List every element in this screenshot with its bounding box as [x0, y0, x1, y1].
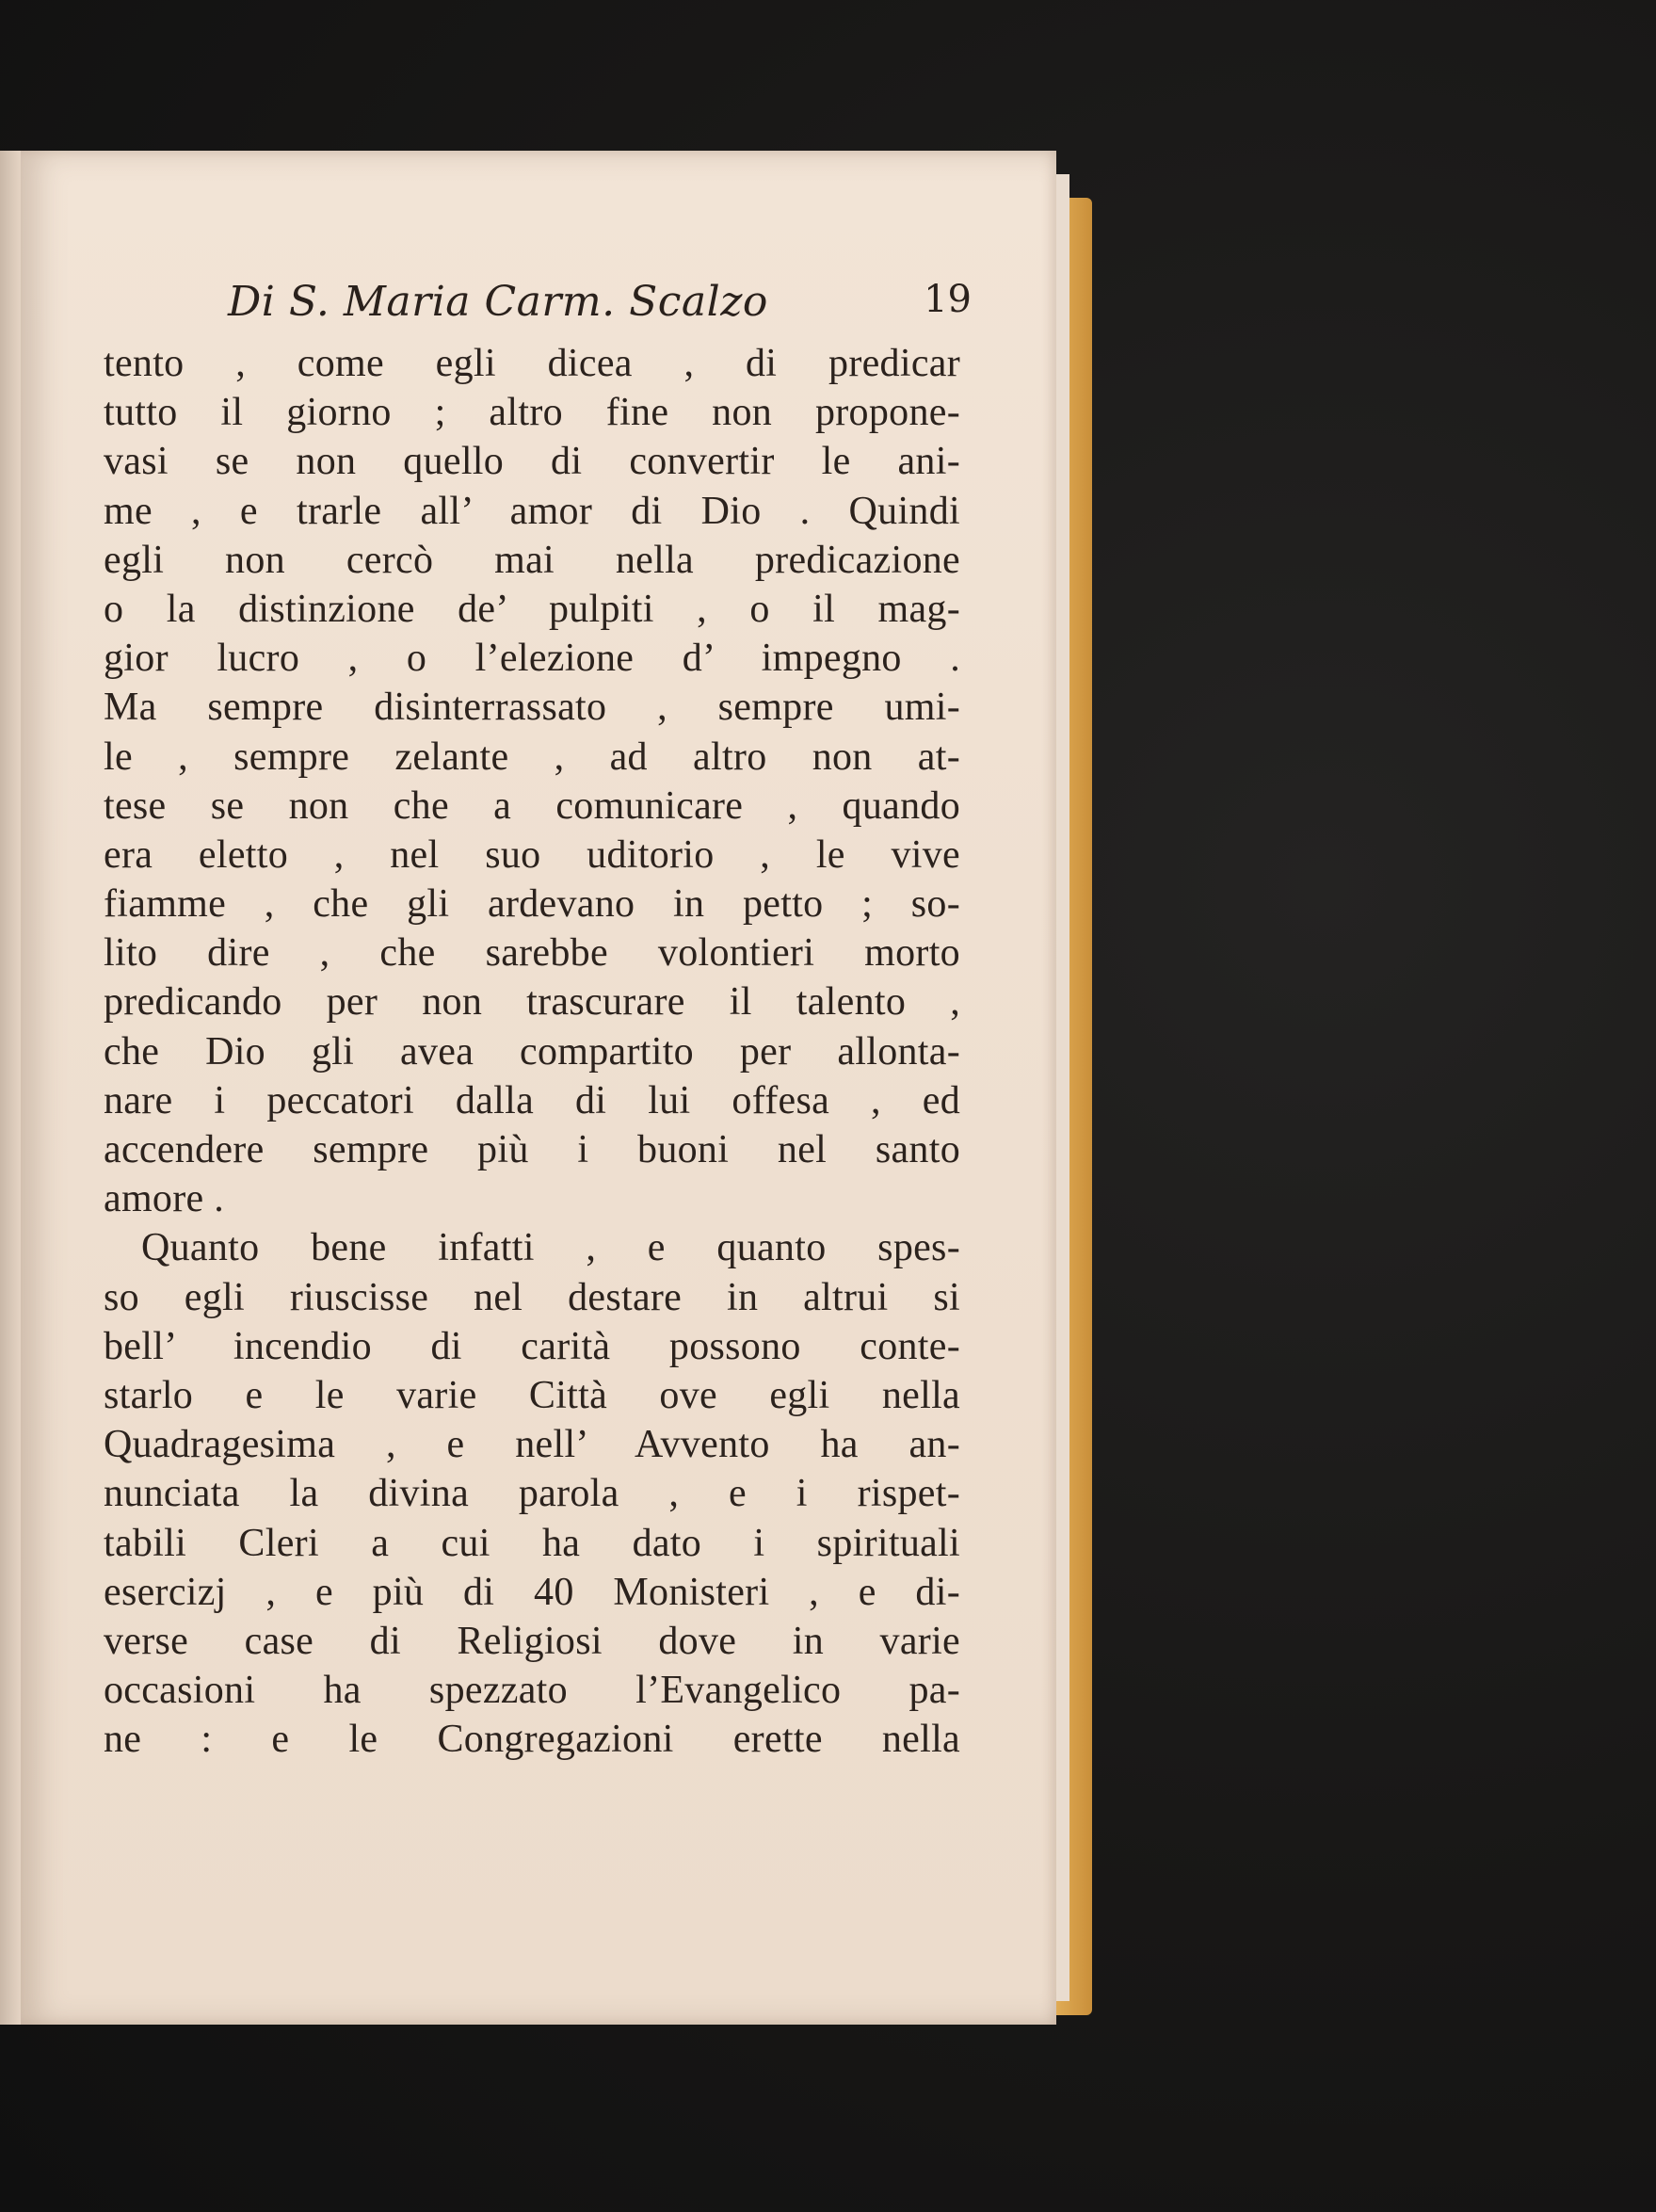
text-line: le , sempre zelante , ad altro non at-	[104, 735, 960, 779]
running-head	[115, 278, 981, 344]
text-line: nare i peccatori dalla di lui offesa , ed	[104, 1078, 960, 1122]
text-line: predicando per non trascurare il talento ,	[104, 980, 960, 1025]
text-line: egli non cercò mai nella predicazione	[104, 538, 960, 582]
text-line: vasi se non quello di convertir le ani-	[104, 440, 960, 484]
text-line: starlo e le varie Città ove egli nella	[104, 1373, 960, 1417]
text-line: tabili Cleri a cui ha dato i spirituali	[104, 1521, 960, 1565]
text-line: amore .	[104, 1177, 225, 1221]
text-line: esercizj , e più di 40 Monisteri , e di-	[104, 1570, 960, 1614]
text-line: Quadragesima , e nell’ Avvento ha an-	[104, 1423, 960, 1467]
running-title: Di S. Maria Carm. Scalzo	[228, 278, 768, 326]
text-line: so egli riuscisse nel destare in altrui si	[104, 1275, 960, 1319]
book-page	[21, 151, 1056, 2025]
body-text	[104, 339, 960, 1764]
text-line: verse case di Religiosi dove in varie	[104, 1619, 960, 1663]
text-line: me , e trarle all’ amor di Dio . Quindi	[104, 489, 960, 533]
text-line: che Dio gli avea compartito per allonta-	[104, 1029, 960, 1074]
text-line: nunciata la divina parola , e i rispet-	[104, 1472, 960, 1516]
text-line: fiamme , che gli ardevano in petto ; so-	[104, 882, 960, 927]
text-line: ne : e le Congregazioni erette nella	[104, 1718, 960, 1762]
page-number: 19	[924, 278, 972, 321]
text-line: o la distinzione de’ pulpiti , o il mag-	[104, 587, 960, 631]
text-line: tento , come egli dicea , di predicar	[104, 342, 960, 385]
text-line: accendere sempre più i buoni nel santo	[104, 1128, 960, 1171]
text-line: Quanto bene infatti , e quanto spes-	[141, 1226, 960, 1270]
text-line: bell’ incendio di carità possono conte-	[104, 1324, 960, 1368]
text-line: lito dire , che sarebbe volontieri morto	[104, 931, 960, 976]
text-line: gior lucro , o l’elezione d’ impegno .	[104, 637, 960, 681]
text-line: era eletto , nel suo uditorio , le vive	[104, 832, 960, 877]
text-line: tutto il giorno ; altro fine non propone-	[104, 391, 960, 435]
text-line: tese se non che a comunicare , quando	[104, 783, 960, 828]
text-line: occasioni ha spezzato l’Evangelico pa-	[104, 1669, 960, 1713]
text-line: Ma sempre disinterrassato , sempre umi-	[104, 686, 960, 730]
